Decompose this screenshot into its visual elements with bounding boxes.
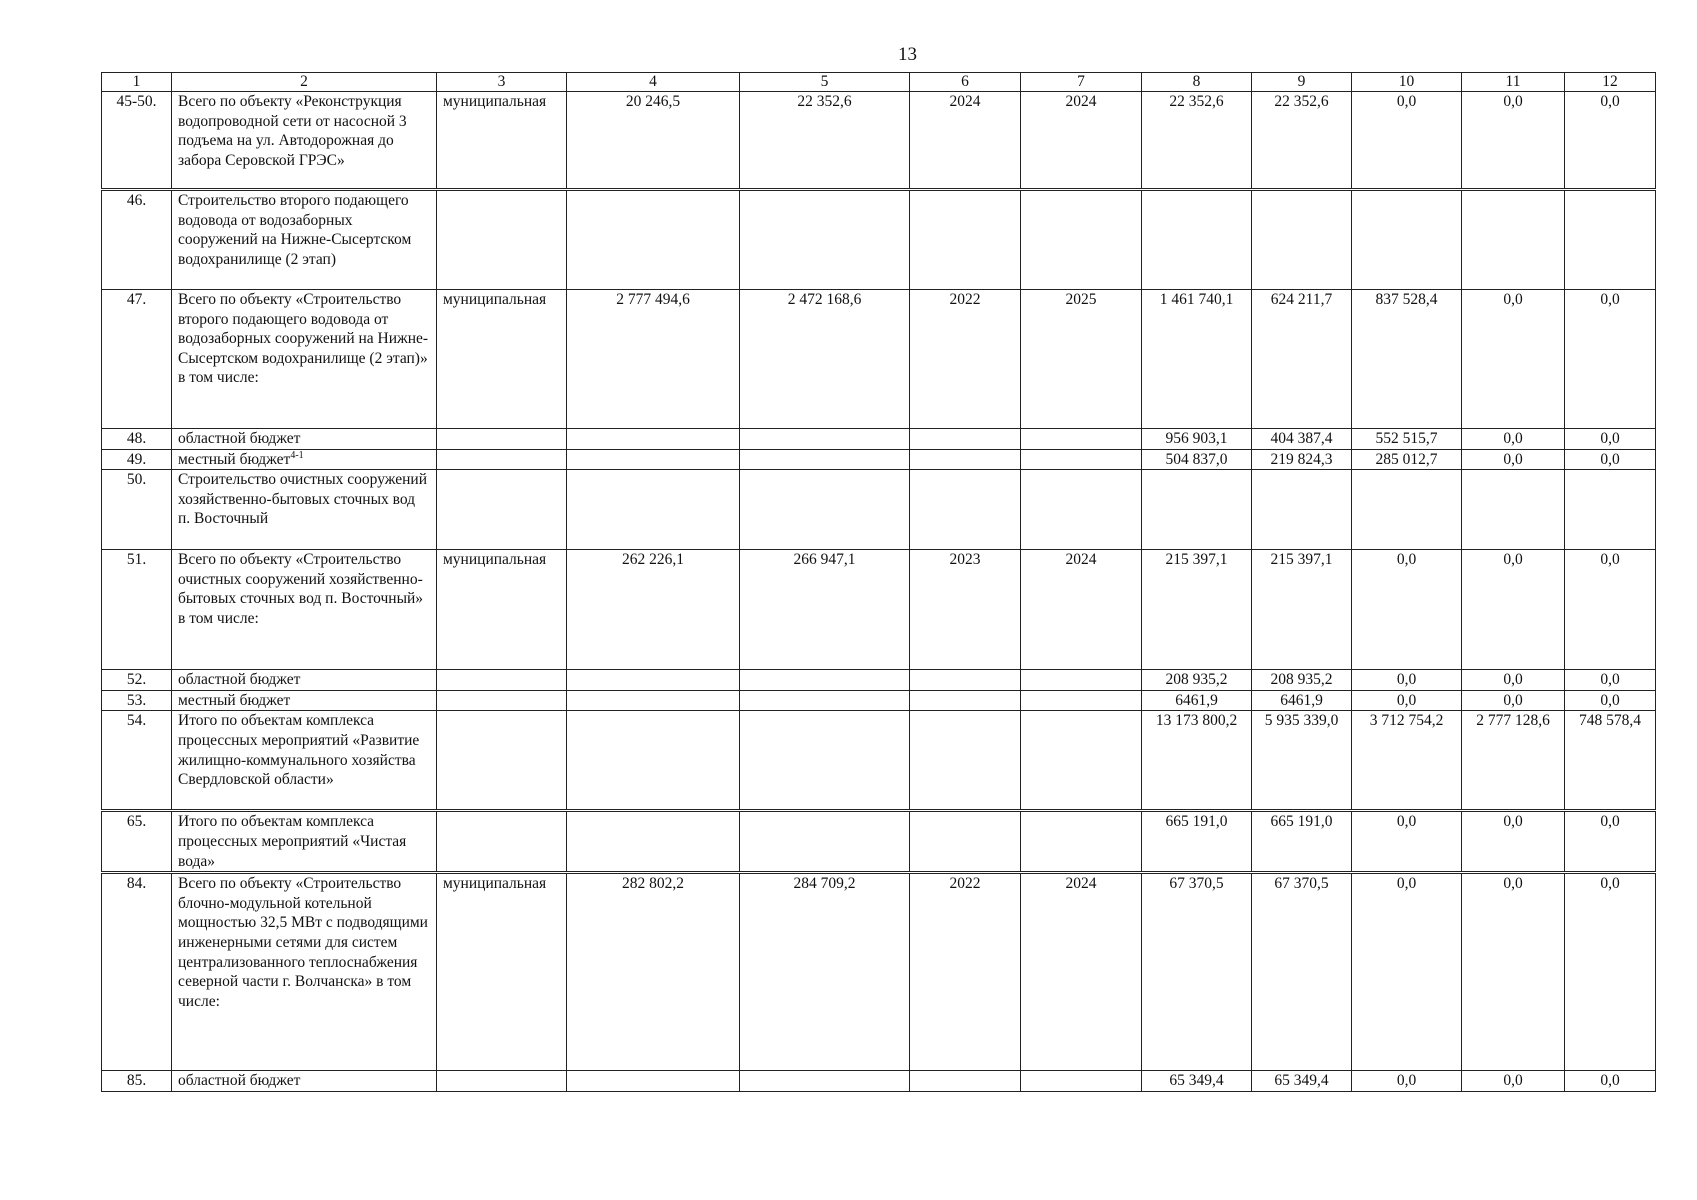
column-header-3: 3 xyxy=(437,73,567,92)
cell-funding-year-1 xyxy=(1252,470,1352,550)
table-row xyxy=(102,550,1656,670)
cell-total-funding: 6461,9 xyxy=(1142,690,1252,711)
cell-cost-current-prices xyxy=(740,690,910,711)
cell-funding-year-3: 0,0 xyxy=(1462,670,1565,691)
cell-funding-year-2: 837 528,4 xyxy=(1352,290,1462,429)
object-name-text: Строительство второго подающего водовода от водозаборных сооружений на Нижне-Сысертском водохранилище (2 этап) xyxy=(178,192,412,268)
table-row xyxy=(102,711,1656,811)
cell-funding-year-2: 3 712 754,2 xyxy=(1352,711,1462,811)
cell-start-year: 2023 xyxy=(910,550,1021,670)
cell-cost-current-prices xyxy=(740,670,910,691)
cell-funding-year-3: 0,0 xyxy=(1462,449,1565,470)
cell-row-number: 85. xyxy=(102,1071,172,1092)
table-row xyxy=(102,1071,1656,1092)
cell-funding-year-4: 0,0 xyxy=(1565,449,1656,470)
cell-funding-year-3: 0,0 xyxy=(1462,690,1565,711)
cell-row-number: 48. xyxy=(102,429,172,450)
cell-ownership xyxy=(437,429,567,450)
cell-total-funding: 208 935,2 xyxy=(1142,670,1252,691)
cell-total-funding xyxy=(1142,470,1252,550)
object-name-text: Всего по объекту «Строительство блочно-модульной котельной мощностью 32,5 МВт с подводящими инженерными сетями для систем централизованного теплоснабжения северной части г. Волчанска» в том числе: xyxy=(178,875,428,1010)
cell-funding-year-2: 285 012,7 xyxy=(1352,449,1462,470)
cell-funding-year-3: 0,0 xyxy=(1462,873,1565,1071)
cell-row-number: 84. xyxy=(102,873,172,1071)
cell-estimated-cost: 20 246,5 xyxy=(567,92,740,190)
object-name-text: Итого по объектам комплекса процессных мероприятий «Развитие жилищно-коммунального хозяйства Свердловской области» xyxy=(178,712,420,789)
cell-funding-year-3: 0,0 xyxy=(1462,550,1565,670)
cell-end-year xyxy=(1021,1071,1142,1092)
cell-cost-current-prices: 22 352,6 xyxy=(740,92,910,190)
table-row xyxy=(102,873,1656,1071)
cell-funding-year-4: 0,0 xyxy=(1565,429,1656,450)
cell-row-number: 49. xyxy=(102,449,172,470)
cell-funding-year-2: 0,0 xyxy=(1352,92,1462,190)
cell-start-year xyxy=(910,449,1021,470)
column-header-12: 12 xyxy=(1565,73,1656,92)
cell-funding-year-1: 219 824,3 xyxy=(1252,449,1352,470)
table-row xyxy=(102,429,1656,450)
cell-funding-year-2: 0,0 xyxy=(1352,690,1462,711)
cell-row-number: 65. xyxy=(102,811,172,873)
cell-funding-year-1: 404 387,4 xyxy=(1252,429,1352,450)
cell-estimated-cost xyxy=(567,711,740,811)
cell-estimated-cost xyxy=(567,690,740,711)
cell-funding-year-1: 67 370,5 xyxy=(1252,873,1352,1071)
cell-ownership xyxy=(437,690,567,711)
cell-row-number: 45-50. xyxy=(102,92,172,190)
column-header-1: 1 xyxy=(102,73,172,92)
cell-funding-year-4: 0,0 xyxy=(1565,550,1656,670)
cell-funding-year-2: 552 515,7 xyxy=(1352,429,1462,450)
cell-row-number: 47. xyxy=(102,290,172,429)
cell-ownership: муниципальная xyxy=(437,873,567,1071)
cell-start-year xyxy=(910,811,1021,873)
cell-cost-current-prices: 284 709,2 xyxy=(740,873,910,1071)
column-header-5: 5 xyxy=(740,73,910,92)
cell-object-name xyxy=(172,670,437,691)
cell-row-number: 54. xyxy=(102,711,172,811)
object-name-text: Всего по объекту «Строительство очистных сооружений хозяйственно-бытовых сточных вод п. Восточный» в том числе: xyxy=(178,551,424,627)
cell-object-name xyxy=(172,429,437,450)
cell-total-funding: 956 903,1 xyxy=(1142,429,1252,450)
cell-ownership xyxy=(437,1071,567,1092)
cell-funding-year-2 xyxy=(1352,190,1462,290)
cell-funding-year-3: 0,0 xyxy=(1462,92,1565,190)
cell-object-name xyxy=(172,711,437,811)
cell-object-name xyxy=(172,470,437,550)
cell-row-number: 46. xyxy=(102,190,172,290)
page-number: 13 xyxy=(898,44,917,65)
cell-funding-year-1: 22 352,6 xyxy=(1252,92,1352,190)
cell-funding-year-3: 0,0 xyxy=(1462,811,1565,873)
table-row xyxy=(102,470,1656,550)
cell-funding-year-1: 6461,9 xyxy=(1252,690,1352,711)
cell-row-number: 51. xyxy=(102,550,172,670)
cell-object-name xyxy=(172,811,437,873)
cell-funding-year-2: 0,0 xyxy=(1352,811,1462,873)
cell-cost-current-prices xyxy=(740,470,910,550)
cell-end-year xyxy=(1021,470,1142,550)
cell-funding-year-4: 0,0 xyxy=(1565,873,1656,1071)
cell-start-year: 2022 xyxy=(910,873,1021,1071)
cell-funding-year-4: 0,0 xyxy=(1565,811,1656,873)
cell-total-funding: 13 173 800,2 xyxy=(1142,711,1252,811)
cell-start-year xyxy=(910,1071,1021,1092)
cell-funding-year-4: 748 578,4 xyxy=(1565,711,1656,811)
table-row xyxy=(102,190,1656,290)
cell-cost-current-prices xyxy=(740,811,910,873)
cell-end-year: 2025 xyxy=(1021,290,1142,429)
cell-start-year xyxy=(910,470,1021,550)
object-name-text: местный бюджет xyxy=(178,450,291,468)
cell-end-year: 2024 xyxy=(1021,873,1142,1071)
cell-funding-year-3: 0,0 xyxy=(1462,1071,1565,1092)
cell-start-year: 2024 xyxy=(910,92,1021,190)
cell-total-funding: 65 349,4 xyxy=(1142,1071,1252,1092)
cell-estimated-cost: 262 226,1 xyxy=(567,550,740,670)
cell-cost-current-prices xyxy=(740,449,910,470)
cell-estimated-cost xyxy=(567,670,740,691)
cell-end-year xyxy=(1021,190,1142,290)
cell-estimated-cost xyxy=(567,190,740,290)
cell-start-year: 2022 xyxy=(910,290,1021,429)
cell-total-funding: 1 461 740,1 xyxy=(1142,290,1252,429)
column-header-11: 11 xyxy=(1462,73,1565,92)
cell-object-name xyxy=(172,190,437,290)
column-header-10: 10 xyxy=(1352,73,1462,92)
cell-ownership xyxy=(437,470,567,550)
cell-estimated-cost xyxy=(567,449,740,470)
cell-estimated-cost xyxy=(567,1071,740,1092)
footnote-marker: 4-1 xyxy=(290,449,304,461)
cell-cost-current-prices xyxy=(740,190,910,290)
cell-end-year xyxy=(1021,811,1142,873)
column-header-8: 8 xyxy=(1142,73,1252,92)
cell-start-year xyxy=(910,711,1021,811)
table-row xyxy=(102,92,1656,190)
cell-total-funding xyxy=(1142,190,1252,290)
object-name-text: областной бюджет xyxy=(178,671,301,689)
cell-object-name xyxy=(172,92,437,190)
cell-row-number: 52. xyxy=(102,670,172,691)
cell-funding-year-2 xyxy=(1352,470,1462,550)
cell-start-year xyxy=(910,429,1021,450)
cell-funding-year-3 xyxy=(1462,190,1565,290)
column-header-2: 2 xyxy=(172,73,437,92)
cell-ownership xyxy=(437,670,567,691)
cell-funding-year-4: 0,0 xyxy=(1565,1071,1656,1092)
cell-start-year xyxy=(910,190,1021,290)
object-name-text: Строительство очистных сооружений хозяйственно-бытовых сточных вод п. Восточный xyxy=(178,471,428,528)
cell-funding-year-3: 0,0 xyxy=(1462,429,1565,450)
cell-funding-year-3: 2 777 128,6 xyxy=(1462,711,1565,811)
table-row xyxy=(102,449,1656,470)
cell-cost-current-prices xyxy=(740,1071,910,1092)
cell-ownership xyxy=(437,190,567,290)
cell-ownership xyxy=(437,449,567,470)
cell-funding-year-3 xyxy=(1462,470,1565,550)
object-name-text: областной бюджет xyxy=(178,430,301,447)
cell-funding-year-2: 0,0 xyxy=(1352,550,1462,670)
cell-row-number: 53. xyxy=(102,690,172,711)
cell-cost-current-prices xyxy=(740,429,910,450)
cell-total-funding: 22 352,6 xyxy=(1142,92,1252,190)
cell-ownership: муниципальная xyxy=(437,290,567,429)
cell-funding-year-4 xyxy=(1565,190,1656,290)
table-row xyxy=(102,290,1656,429)
cell-object-name xyxy=(172,290,437,429)
cell-object-name xyxy=(172,449,437,470)
cell-funding-year-4: 0,0 xyxy=(1565,92,1656,190)
cell-object-name xyxy=(172,1071,437,1092)
cell-end-year xyxy=(1021,690,1142,711)
cell-total-funding: 215 397,1 xyxy=(1142,550,1252,670)
cell-end-year xyxy=(1021,429,1142,450)
cell-end-year xyxy=(1021,449,1142,470)
cell-funding-year-2: 0,0 xyxy=(1352,670,1462,691)
object-name-text: Всего по объекту «Реконструкция водопроводной сети от насосной 3 подъема на ул. Автодорожная до забора Серовской ГРЭС» xyxy=(178,93,407,169)
cell-end-year: 2024 xyxy=(1021,92,1142,190)
cell-object-name xyxy=(172,690,437,711)
cell-estimated-cost: 2 777 494,6 xyxy=(567,290,740,429)
cell-ownership: муниципальная xyxy=(437,550,567,670)
cell-ownership xyxy=(437,711,567,811)
cell-total-funding: 504 837,0 xyxy=(1142,449,1252,470)
object-name-text: Итого по объектам комплекса процессных мероприятий «Чистая вода» xyxy=(178,813,407,870)
investment-table xyxy=(101,72,1656,1092)
column-header-7: 7 xyxy=(1021,73,1142,92)
cell-funding-year-4 xyxy=(1565,470,1656,550)
column-header-4: 4 xyxy=(567,73,740,92)
cell-funding-year-2: 0,0 xyxy=(1352,1071,1462,1092)
object-name-text: Всего по объекту «Строительство второго подающего водовода от водозаборных сооружений на Нижне-Сысертском водохранилище (2 этап)» в том числе: xyxy=(178,291,429,387)
cell-end-year xyxy=(1021,670,1142,691)
cell-estimated-cost: 282 802,2 xyxy=(567,873,740,1071)
cell-funding-year-1: 65 349,4 xyxy=(1252,1071,1352,1092)
cell-cost-current-prices: 2 472 168,6 xyxy=(740,290,910,429)
table-row xyxy=(102,811,1656,873)
cell-total-funding: 67 370,5 xyxy=(1142,873,1252,1071)
cell-ownership: муниципальная xyxy=(437,92,567,190)
cell-end-year: 2024 xyxy=(1021,550,1142,670)
cell-estimated-cost xyxy=(567,470,740,550)
cell-cost-current-prices xyxy=(740,711,910,811)
cell-estimated-cost xyxy=(567,429,740,450)
cell-ownership xyxy=(437,811,567,873)
header-row xyxy=(102,73,1656,92)
cell-estimated-cost xyxy=(567,811,740,873)
cell-funding-year-1 xyxy=(1252,190,1352,290)
column-header-9: 9 xyxy=(1252,73,1352,92)
cell-funding-year-4: 0,0 xyxy=(1565,290,1656,429)
object-name-text: местный бюджет xyxy=(178,691,291,709)
cell-funding-year-4: 0,0 xyxy=(1565,670,1656,691)
cell-cost-current-prices: 266 947,1 xyxy=(740,550,910,670)
investment-table-container xyxy=(101,72,1655,1092)
column-header-6: 6 xyxy=(910,73,1021,92)
table-body xyxy=(102,92,1656,1092)
cell-object-name xyxy=(172,873,437,1071)
object-name-text: областной бюджет xyxy=(178,1072,301,1090)
cell-funding-year-1: 208 935,2 xyxy=(1252,670,1352,691)
table-row xyxy=(102,670,1656,691)
cell-funding-year-1: 665 191,0 xyxy=(1252,811,1352,873)
cell-end-year xyxy=(1021,711,1142,811)
cell-funding-year-2: 0,0 xyxy=(1352,873,1462,1071)
cell-object-name xyxy=(172,550,437,670)
cell-funding-year-1: 624 211,7 xyxy=(1252,290,1352,429)
table-row xyxy=(102,690,1656,711)
cell-funding-year-1: 215 397,1 xyxy=(1252,550,1352,670)
cell-start-year xyxy=(910,690,1021,711)
cell-funding-year-1: 5 935 339,0 xyxy=(1252,711,1352,811)
cell-total-funding: 665 191,0 xyxy=(1142,811,1252,873)
cell-funding-year-4: 0,0 xyxy=(1565,690,1656,711)
cell-start-year xyxy=(910,670,1021,691)
cell-funding-year-3: 0,0 xyxy=(1462,290,1565,429)
cell-row-number: 50. xyxy=(102,470,172,550)
